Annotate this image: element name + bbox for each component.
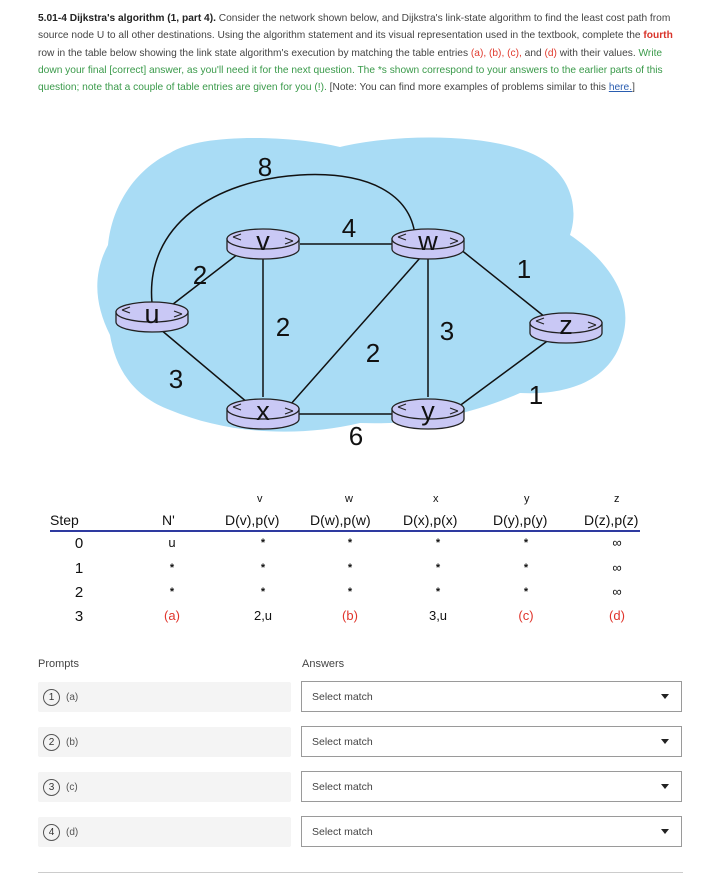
select-placeholder: Select match [312, 825, 373, 838]
router-label-v: v [256, 226, 270, 256]
prompt-label: (d) [66, 826, 79, 838]
table-cell-v: * [260, 586, 266, 598]
header-dv: D(v),p(v) [225, 512, 280, 528]
table-cell-y: * [523, 562, 529, 574]
header-dz: D(z),p(z) [584, 512, 639, 528]
select-placeholder: Select match [312, 690, 373, 703]
emphasis-fourth: fourth [643, 30, 673, 42]
cost-v-w: 4 [341, 213, 357, 243]
table-cell-v: * [260, 562, 266, 574]
prompt-3 [38, 772, 291, 802]
here-link[interactable]: here. [608, 82, 633, 94]
prompt-4 [38, 817, 291, 847]
table-cell-n: * [169, 562, 175, 574]
table-cell-n: * [169, 586, 175, 598]
router-label-w: w [418, 226, 438, 256]
cost-x-y: 6 [348, 421, 364, 451]
header-dy: D(y),p(y) [493, 512, 548, 528]
router-label-y: y [421, 396, 435, 426]
col-letter-w: w [345, 493, 353, 505]
chevron-down-icon [661, 739, 669, 744]
table-cell-y: (c) [518, 608, 534, 623]
question-text: 5.01-4 Dijkstra's algorithm (1, part 4). Consider the network shown below, and Dijkstra's link-state algorithm to find the least cost path from source node U to all other destinations. Using the algorithm statement and its visual representation used in the textbook, complete the fourth row in the table below showing the link state algorithm's execution by matching the table entries (a), (b), (c), and (d) with their values. Write down your final [correct] answer, as you'll need it for the next question. The *s shown correspond to your answers to the earlier parts of this question; note that a couple of table entries are given for you (!). [Note: You can find more examples of problems similar to this here.] [38, 13, 673, 94]
header-dw: D(w),p(w) [310, 512, 371, 528]
answer-select-2[interactable] [301, 726, 682, 757]
answer-select-1[interactable] [301, 681, 682, 712]
table-cell-x: 3,u [428, 608, 448, 623]
table-cell-v: * [260, 537, 266, 549]
cost-w-y: 3 [439, 316, 455, 346]
table-cell-step: 1 [74, 560, 84, 577]
table-cell-w: * [347, 586, 353, 598]
table-cell-step: 0 [74, 535, 84, 552]
table-cell-w: * [347, 562, 353, 574]
prompt-number: 3 [43, 779, 60, 796]
cost-w-x: 2 [365, 338, 381, 368]
col-letter-y: y [524, 493, 530, 505]
col-letter-x: x [433, 493, 439, 505]
green-instruction: Write down your final [correct] answer, as you'll need it for the next question. The *s shown correspond to your answers to the earlier parts of this question; note that a couple of table entries are given for you (!). [38, 47, 663, 94]
col-letter-v: v [257, 493, 263, 505]
prompt-1 [38, 682, 291, 712]
prompts-label: Prompts [38, 658, 79, 670]
table-cell-v: 2,u [253, 608, 273, 623]
router-label-u: u [144, 299, 160, 329]
table-cell-x: * [435, 586, 441, 598]
table-cell-w: (b) [342, 608, 358, 623]
table-cell-z: ∞ [612, 560, 622, 575]
question-title: 5.01-4 Dijkstra's algorithm (1, part 4). [38, 13, 216, 24]
table-cell-y: * [523, 537, 529, 549]
answer-select-3[interactable] [301, 771, 682, 802]
prompt-number: 1 [43, 689, 60, 706]
table-cell-step: 2 [74, 584, 84, 601]
chevron-down-icon [661, 829, 669, 834]
prompt-label: (a) [66, 691, 79, 703]
header-nprime: N' [162, 512, 175, 528]
router-label-x: x [256, 396, 270, 426]
cost-u-v: 2 [192, 260, 208, 290]
router-label-z: z [559, 310, 573, 340]
link-state-table [0, 488, 703, 628]
table-cell-w: * [347, 537, 353, 549]
prompt-label: (c) [66, 781, 78, 793]
table-cell-x: * [435, 537, 441, 549]
cost-y-z: 1 [528, 380, 544, 410]
cost-u-x: 3 [168, 364, 184, 394]
table-cell-step: 3 [74, 608, 84, 625]
bottom-divider [38, 872, 683, 873]
network-diagram [0, 125, 703, 465]
chevron-down-icon [661, 694, 669, 699]
cost-w-z: 1 [516, 254, 532, 284]
header-dx: D(x),p(x) [403, 512, 458, 528]
table-cell-n: (a) [164, 608, 180, 623]
prompt-label: (b) [66, 736, 79, 748]
cost-u-w: 8 [257, 152, 273, 182]
select-placeholder: Select match [312, 735, 373, 748]
col-letter-z: z [614, 493, 620, 505]
chevron-down-icon [661, 784, 669, 789]
table-cell-x: * [435, 562, 441, 574]
table-cell-n: u [168, 535, 176, 550]
cost-v-x: 2 [275, 312, 291, 342]
header-step: Step [50, 512, 79, 528]
table-cell-y: * [523, 586, 529, 598]
select-placeholder: Select match [312, 780, 373, 793]
table-cell-z: (d) [609, 608, 625, 623]
table-cell-z: ∞ [612, 584, 622, 599]
answers-label: Answers [302, 658, 345, 670]
prompt-2 [38, 727, 291, 757]
prompt-number: 4 [43, 824, 60, 841]
header-rule [50, 530, 640, 532]
prompt-number: 2 [43, 734, 60, 751]
table-cell-z: ∞ [612, 535, 622, 550]
answer-select-4[interactable] [301, 816, 682, 847]
